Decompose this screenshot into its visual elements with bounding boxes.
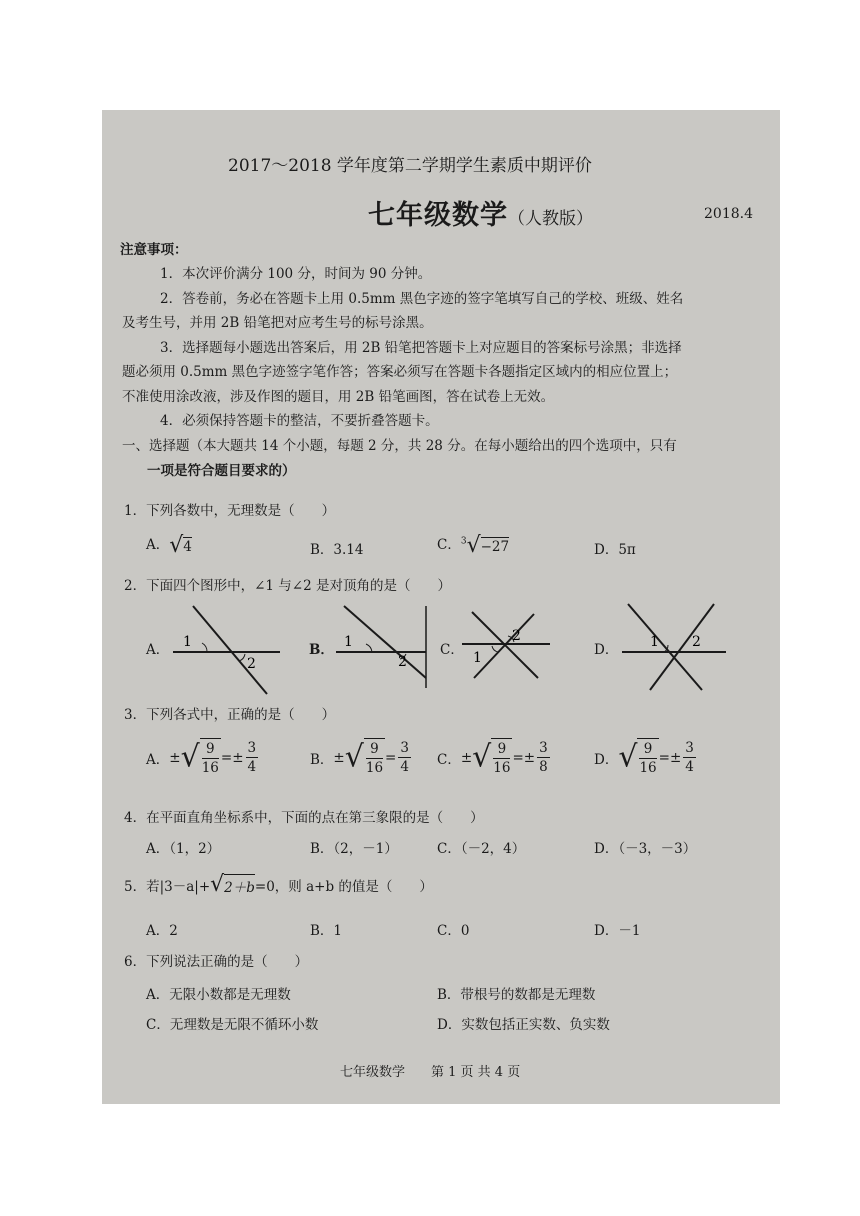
q2b-angle2: 2 [398, 654, 407, 670]
note-3-cont: 题必须用 0.5mm 黑色字迹签字笔作答；答案必须写在答题卡各题指定区域内的相应位置上； [122, 364, 678, 380]
q2-option-c-label: C． [440, 642, 464, 658]
q6-option-a: A．无限小数都是无理数 [146, 987, 291, 1003]
q6-stem: 6．下列说法正确的是（ ） [124, 954, 309, 970]
q1-option-c: C．$^3$√−27 [437, 532, 510, 558]
q2-figure-d [618, 598, 733, 698]
q2a-angle2: 2 [247, 656, 256, 672]
q4-option-c: C．（－2，4） [437, 841, 526, 857]
q4-option-b: B．（2，－1） [310, 841, 398, 857]
q3-option-c: C．±√ $\frac{9}{16}$ =± $\frac{3}{8}$ [437, 739, 548, 776]
q2c-angle1: 1 [473, 650, 482, 666]
q5-option-b: B．1 [310, 923, 343, 939]
q2-figure-a [165, 600, 290, 700]
q2-stem: 2．下面四个图形中，∠1 与∠2 是对顶角的是（ ） [124, 578, 451, 594]
note-3: 3．选择题每小题选出答案后，用 2B 铅笔把答题卡上对应题目的答案标号涂黑；非选择 [160, 340, 682, 356]
page-footer: 七年级数学 第 1 页 共 4 页 [340, 1065, 521, 1080]
q2b-angle1: 1 [344, 634, 353, 650]
notes-heading: 注意事项： [120, 242, 188, 258]
q3-option-a: A．±√ $\frac{9}{16}$ =± $\frac{3}{4}$ [146, 739, 257, 776]
q2a-angle1: 1 [183, 634, 192, 650]
edition-label: （人教版） [508, 209, 593, 229]
q6-option-b: B．带根号的数都是无理数 [437, 987, 596, 1003]
q6-option-d: D．实数包括正实数、负实数 [437, 1017, 610, 1033]
q2-option-b-label: B． [309, 642, 334, 658]
q2-option-a-label: A． [146, 642, 170, 658]
q4-option-a: A．（1，2） [146, 841, 221, 857]
q5-option-a: A．2 [146, 923, 178, 939]
subject-title [368, 193, 593, 232]
note-4: 4．必须保持答题卡的整洁，不要折叠答题卡。 [160, 413, 439, 429]
q6-option-c: C．无理数是无限不循环小数 [146, 1017, 319, 1033]
q2-figure-c [458, 600, 558, 700]
q4-option-d: D．（－3，－3） [594, 841, 697, 857]
q2-option-d-label: D． [594, 642, 619, 658]
note-2-cont: 及考生号，并用 2B 铅笔把对应考生号的标号涂黑。 [122, 315, 433, 331]
note-1: 1．本次评价满分 100 分，时间为 90 分钟。 [160, 266, 432, 282]
q2d-angle1: 1 [650, 634, 659, 650]
exam-title: 2017～2018 学年度第二学期学生素质中期评价 [228, 156, 592, 176]
q2d-angle2: 2 [692, 634, 701, 650]
q5-option-c: C．0 [437, 923, 470, 939]
section-heading: 一、选择题（本大题共 14 个小题，每题 2 分，共 28 分。在每小题给出的四个选项中，只有 [122, 438, 677, 454]
q2-figure-b [330, 600, 440, 700]
q4-stem: 4．在平面直角坐标系中，下面的点在第三象限的是（ ） [124, 810, 484, 826]
note-3-cont2: 不准使用涂改液，涉及作图的题目，用 2B 铅笔画图，答在试卷上无效。 [122, 389, 555, 405]
q3-option-d: D．√ $\frac{9}{16}$ =± $\frac{3}{4}$ [594, 739, 694, 776]
exam-date: 2018.4 [704, 206, 753, 222]
subject-name: 七年级数学 [368, 200, 508, 231]
q3-stem: 3．下列各式中，正确的是（ ） [124, 707, 336, 723]
q1-option-d: D．5π [594, 542, 636, 558]
q5-option-d: D．－1 [594, 923, 641, 939]
q1-stem: 1．下列各数中，无理数是（ ） [124, 503, 336, 519]
note-2: 2．答卷前，务必在答题卡上用 0.5mm 黑色字迹的签字笔填写自己的学校、班级、姓名 [160, 291, 684, 307]
q2c-angle2: 2 [512, 628, 521, 644]
q1-option-b: B．3.14 [310, 542, 364, 558]
q5-stem: 5．若|3－a|+√2＋b=0，则 a+b 的值是（ ） [124, 872, 433, 897]
section-heading-cont: 一项是符合题目要求的） [147, 463, 296, 479]
q1-option-a: A．√4 [146, 532, 192, 558]
q3-option-b: B．±√ $\frac{9}{16}$ = $\frac{3}{4}$ [310, 739, 409, 776]
